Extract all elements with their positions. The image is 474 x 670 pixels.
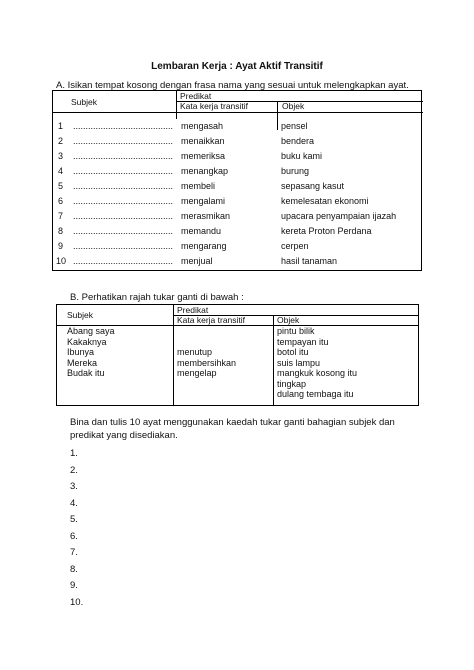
answer-number-list xyxy=(70,448,83,613)
subject-item: Ibunya xyxy=(67,347,95,357)
table-row xyxy=(53,256,423,271)
answer-number: 6. xyxy=(70,530,78,542)
verb-item: membersihkan xyxy=(177,357,237,368)
table-b-header-predikat: Predikat xyxy=(177,305,209,315)
table-b xyxy=(56,304,419,406)
row-number: 6 xyxy=(58,196,64,206)
answer-number: 8. xyxy=(70,563,78,575)
blank-subject: ........................................ xyxy=(73,211,174,221)
table-a-header-objek: Objek xyxy=(282,101,305,111)
object-cell: kereta Proton Perdana xyxy=(281,226,372,236)
section-b-instruction: B. Perhatikan rajah tukar ganti di bawah : xyxy=(70,292,244,303)
table-b-header-subjek: Subjek xyxy=(67,310,93,320)
object-cell: cerpen xyxy=(281,241,309,251)
verb-cell: merasmikan xyxy=(181,211,231,221)
verb-item: menutup xyxy=(177,347,213,357)
object-cell: burung xyxy=(281,166,310,176)
blank-subject: ........................................ xyxy=(73,166,174,176)
table-a-header-predikat: Predikat xyxy=(180,91,212,101)
row-number: 9 xyxy=(58,241,64,251)
verb-item: mengelap xyxy=(177,368,217,378)
answer-number: 4. xyxy=(70,497,78,509)
table-a-header-subjek: Subjek xyxy=(71,97,97,107)
answer-number: 10. xyxy=(70,596,84,608)
row-number: 10 xyxy=(56,256,67,266)
object-list xyxy=(277,326,357,400)
blank-subject: ........................................ xyxy=(73,151,174,161)
table-b-header-objek: Objek xyxy=(277,315,300,325)
verb-cell: mengarang xyxy=(181,241,227,251)
answer-number: 2. xyxy=(70,464,78,476)
row-number: 2 xyxy=(58,136,64,146)
table-b-subjek-divider xyxy=(173,305,174,405)
table-a-header-rule xyxy=(53,112,423,113)
verb-cell: menjual xyxy=(181,256,213,266)
object-item: tempayan itu xyxy=(277,336,329,347)
object-item: suis lampu xyxy=(277,357,321,368)
object-item: tingkap xyxy=(277,378,307,389)
object-cell: kemelesatan ekonomi xyxy=(281,196,369,206)
verb-cell: mengalami xyxy=(181,196,226,206)
verb-cell: menangkap xyxy=(181,166,229,176)
verb-cell: memandu xyxy=(181,226,222,236)
table-row xyxy=(53,181,423,196)
blank-subject: ........................................ xyxy=(73,256,174,266)
worksheet-title: Lembaran Kerja : Ayat Aktif Transitif xyxy=(151,61,323,72)
answer-number: 5. xyxy=(70,514,78,525)
object-cell: upacara penyampaian ijazah xyxy=(281,211,397,221)
table-b-header-kata-kerja: Kata kerja transitif xyxy=(177,315,246,325)
subject-item: Budak itu xyxy=(67,368,105,378)
row-number: 1 xyxy=(58,121,64,131)
object-cell: hasil tanaman xyxy=(281,256,338,266)
blank-subject: ........................................ xyxy=(73,226,174,236)
row-number: 3 xyxy=(58,151,64,161)
row-number: 7 xyxy=(58,211,64,221)
answer-number: 7. xyxy=(70,547,78,558)
table-row xyxy=(53,151,423,166)
table-row xyxy=(53,241,423,256)
row-number: 5 xyxy=(58,181,64,191)
table-a-subjek-divider xyxy=(176,91,177,119)
object-cell: buku kami xyxy=(281,151,323,161)
object-cell: bendera xyxy=(281,136,315,146)
answer-number: 1. xyxy=(70,448,78,459)
subject-item: Mereka xyxy=(67,357,98,368)
table-row xyxy=(53,136,423,151)
row-number: 4 xyxy=(58,166,64,176)
table-a-header-kata-kerja: Kata kerja transitif xyxy=(180,101,249,111)
answer-number: 9. xyxy=(70,580,78,591)
answer-number: 3. xyxy=(70,481,78,492)
verb-cell: menaikkan xyxy=(181,136,225,146)
subject-item: Abang saya xyxy=(67,326,115,336)
object-item: mangkuk kosong itu xyxy=(277,368,358,378)
object-cell: sepasang kasut xyxy=(281,181,345,191)
table-b-verb-divider xyxy=(273,316,274,405)
blank-subject: ........................................ xyxy=(73,241,174,251)
table-row xyxy=(53,196,423,211)
row-number: 8 xyxy=(58,226,64,236)
object-item: dulang tembaga itu xyxy=(277,389,354,399)
table-row xyxy=(53,226,423,241)
verb-list xyxy=(177,347,236,379)
blank-subject: ........................................ xyxy=(73,196,174,206)
table-a xyxy=(52,90,422,271)
subject-item: Kakaknya xyxy=(67,336,107,347)
verb-cell: memeriksa xyxy=(181,151,226,161)
object-cell: pensel xyxy=(281,121,308,131)
verb-cell: membeli xyxy=(181,181,216,191)
section-a-instruction: A. Isikan tempat kosong dengan frasa nama yang sesuai untuk melengkapkan ayat. xyxy=(56,80,409,91)
table-row xyxy=(53,166,423,181)
verb-cell: mengasah xyxy=(181,121,224,131)
subject-list xyxy=(67,326,115,379)
table-row xyxy=(53,121,423,136)
blank-subject: ........................................ xyxy=(73,121,174,131)
blank-subject: ........................................ xyxy=(73,136,174,146)
blank-subject: ........................................ xyxy=(73,181,174,191)
object-item: pintu bilik xyxy=(277,326,315,336)
task-instruction: Bina dan tulis 10 ayat menggunakan kaedah tukar ganti bahagian subjek dan predikat yang disediakan. xyxy=(70,417,395,441)
object-item: botol itu xyxy=(277,347,309,357)
table-row xyxy=(53,211,423,226)
